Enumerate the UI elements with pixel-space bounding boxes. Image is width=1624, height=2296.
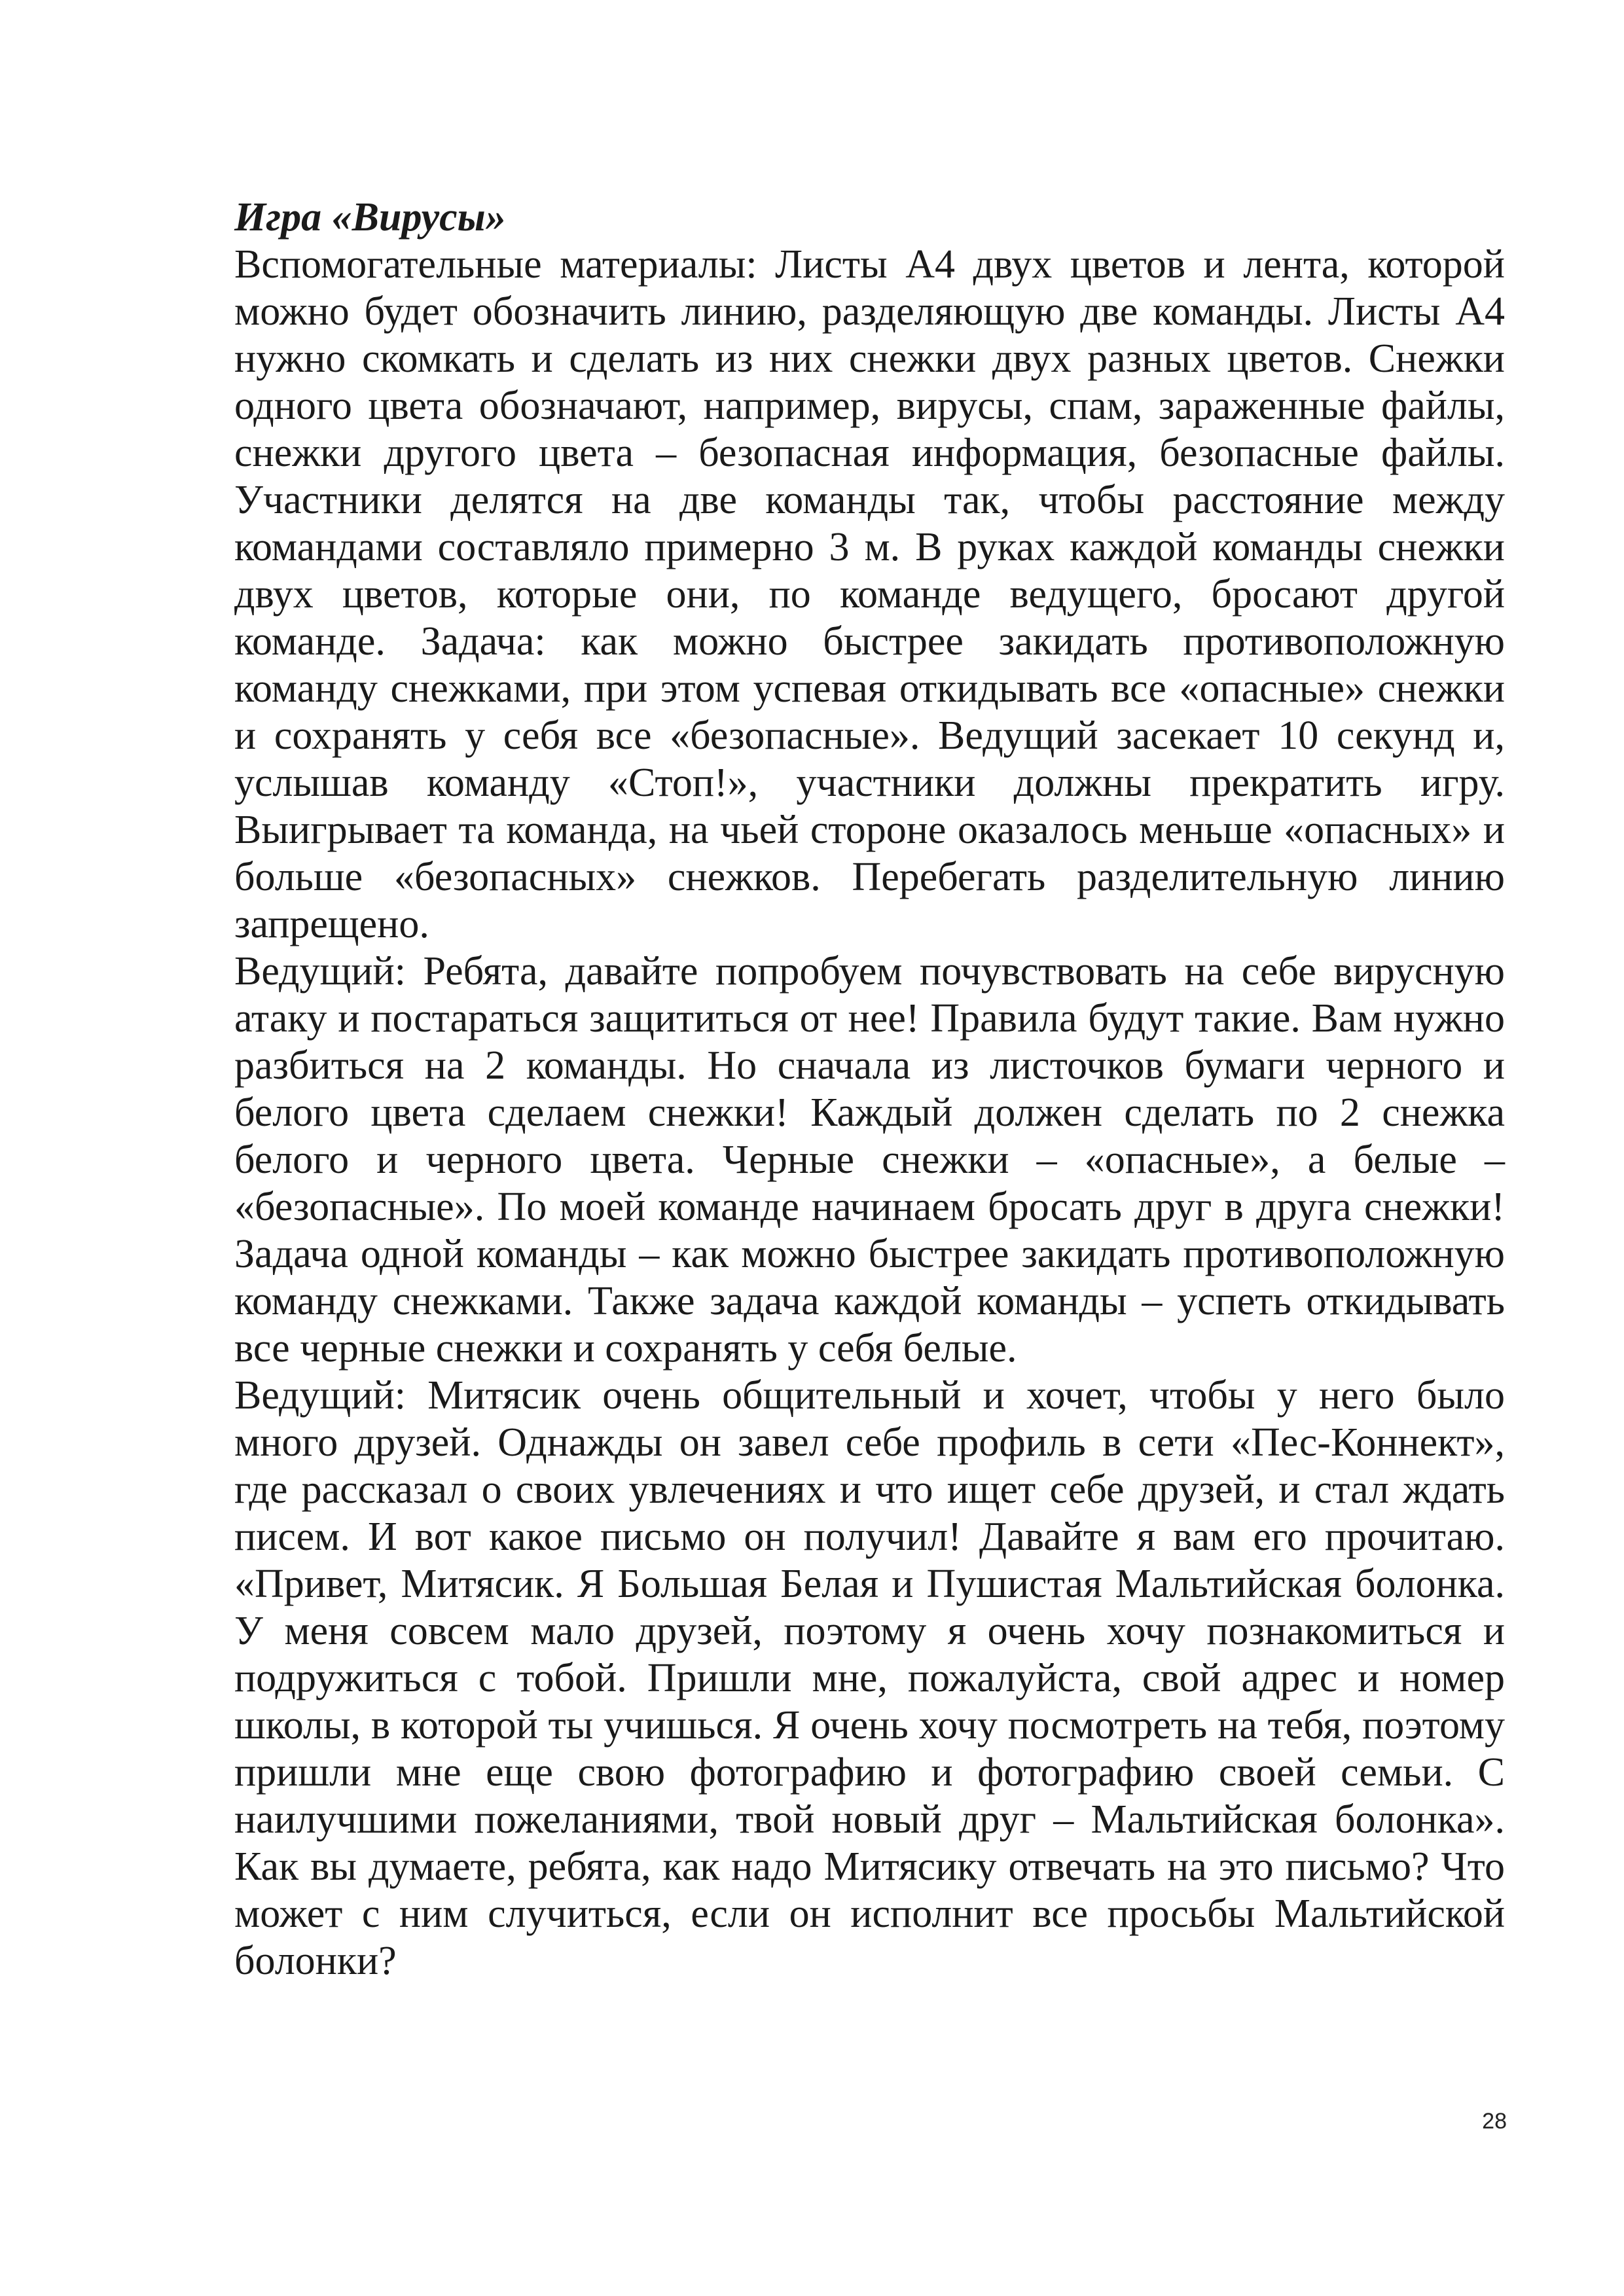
page-content — [234, 194, 1505, 1984]
paragraph-host-rules: Ведущий: Ребята, давайте попробуем почувствовать на себе вирусную атаку и постараться защититься от нее! Правила будут такие. Вам нужно разбиться на 2 команды. Но сначала из листочков бумаги черного и белого цвета сделаем снежки! Каждый должен сделать по 2 снежка белого и черного цвета. Черные снежки – «опасные», а белые – «безопасные». По моей команде начинаем бросать друг в друга снежки! Задача одной команды – как можно быстрее закидать противоположную команду снежками. Также задача каждой команды – успеть откидывать все черные снежки и сохранять у себя белые. — [234, 949, 1505, 1371]
page-number: 28 — [1482, 2109, 1507, 2134]
section-heading: Игра «Вирусы» — [234, 195, 506, 240]
paragraph-host-story: Ведущий: Митясик очень общительный и хочет, чтобы у него было много друзей. Однажды он завел себе профиль в сети «Пес-Коннект», где рассказал о своих увлечениях и что ищет себе друзей, и стал ждать писем. И вот какое письмо он получил! Давайте я вам его прочитаю. «Привет, Митясик. Я Большая Белая и Пушистая Мальтийская болонка. У меня совсем мало друзей, поэтому я очень хочу познакомиться и подружиться с тобой. Пришли мне, пожалуйста, свой адрес и номер школы, в которой ты учишься. Я очень хочу посмотреть на тебя, поэтому пришли мне еще свою фотографию и фотографию своей семьи. С наилучшими пожеланиями, твой новый друг – Мальтийская болонка». Как вы думаете, ребята, как надо Митясику отвечать на это письмо? Что может с ним случиться, если он исполнит все просьбы Мальтийской болонки? — [234, 1373, 1505, 1983]
paragraph-materials: Вспомогательные материалы: Листы А4 двух цветов и лента, которой можно будет обозначить линию, разделяющую две команды. Листы А4 нужно скомкать и сделать из них снежки двух разных цветов. Снежки одного цвета обозначают, например, вирусы, спам, зараженные файлы, снежки другого цвета – безопасная информация, безопасные файлы. Участники делятся на две команды так, чтобы расстояние между командами составляло примерно 3 м. В руках каждой команды снежки двух цветов, которые они, по команде ведущего, бросают другой команде. Задача: как можно быстрее закидать противоположную команду снежками, при этом успевая откидывать все «опасные» снежки и сохранять у себя все «безопасные». Ведущий засекает 10 секунд и, услышав команду «Стоп!», участники должны прекратить игру. Выигрывает та команда, на чьей стороне оказалось меньше «опасных» и больше «безопасных» снежков. Перебегать разделительную линию запрещено. — [234, 242, 1505, 946]
